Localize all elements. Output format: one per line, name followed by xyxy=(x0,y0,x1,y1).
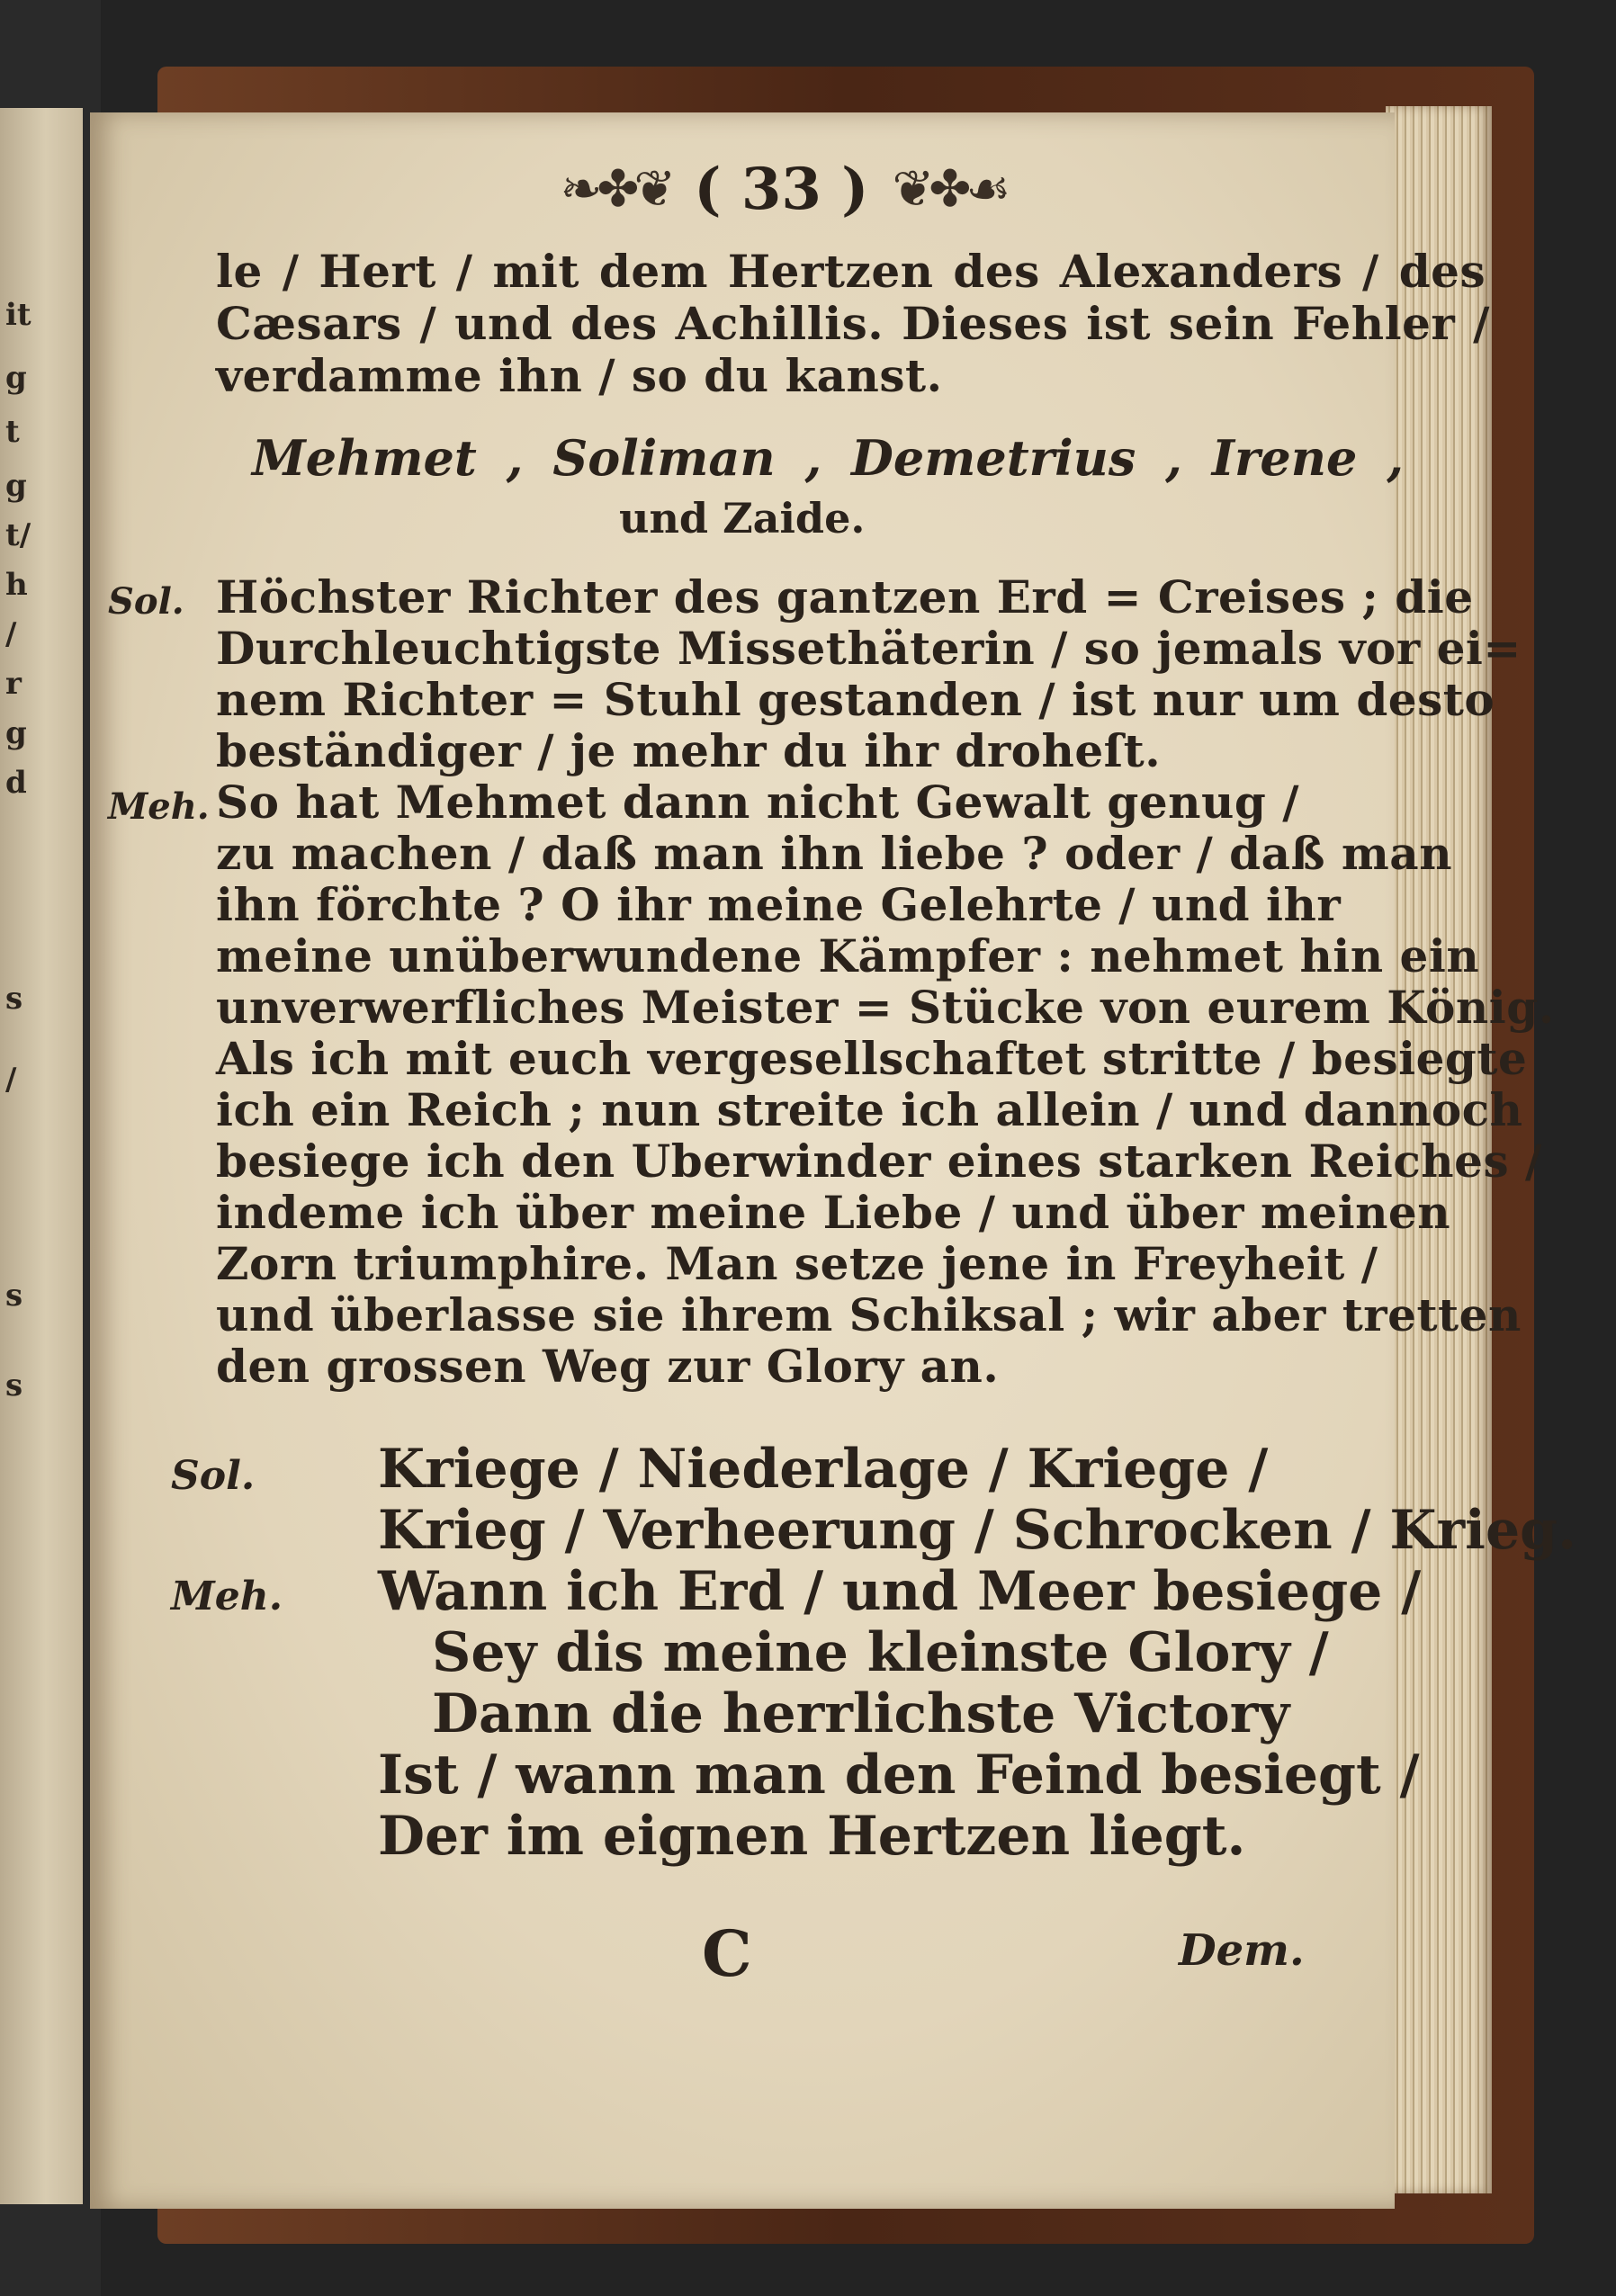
speaker-label: Sol. xyxy=(108,580,184,623)
speaker-label: Meh. xyxy=(108,785,210,828)
text-line: zu machen / daß man ihn liebe ? oder / daß man xyxy=(216,827,1453,880)
text-line: und überlasse sie ihrem Schiksal ; wir aber tretten xyxy=(216,1288,1522,1341)
text-line: verdamme ihn / so du kanst. xyxy=(216,349,943,402)
prev-page-fragment: h xyxy=(5,567,28,603)
prev-page-fragment: g xyxy=(5,715,27,751)
prev-page-fragment: it xyxy=(5,297,31,333)
text-line: Durchleuchtigste Missethäterin / so jemals vor ei= xyxy=(216,622,1522,675)
verse-line: Kriege / Niederlage / Kriege / xyxy=(378,1438,1269,1501)
text-line: ich ein Reich ; nun streite ich allein / und dannoch xyxy=(216,1083,1523,1136)
verse-line: Ist / wann man den Feind besiegt / xyxy=(378,1744,1420,1807)
text-line: meine unüberwundene Kämpfer : nehmet hin ein xyxy=(216,929,1480,982)
prev-page-fragment: r xyxy=(5,666,22,702)
cast-list-last: und Zaide. xyxy=(619,494,866,543)
text-line: unverwerfliches Meister = Stücke von eurem König. xyxy=(216,981,1555,1034)
prev-page-fragment: g xyxy=(5,468,27,504)
speaker-label: Meh. xyxy=(171,1574,283,1619)
page-header xyxy=(495,130,1071,247)
prev-page-fragment: s xyxy=(5,1368,23,1404)
prev-page-fragment: / xyxy=(5,1062,17,1098)
prev-page-fragment: / xyxy=(5,616,17,652)
text-line: beständiger / je mehr du ihr droheſt. xyxy=(216,724,1162,777)
prev-page-fragment: t/ xyxy=(5,517,31,553)
prev-page-fragment: g xyxy=(5,360,27,396)
verse-line: Wann ich Erd / und Meer besiege / xyxy=(378,1560,1422,1623)
prev-page-fragment: t xyxy=(5,414,20,450)
text-line: indeme ich über meine Liebe / und über meinen xyxy=(216,1186,1451,1239)
prev-page-fragment: s xyxy=(5,981,23,1017)
text-line: Höchster Richter des gantzen Erd = Creises ; die xyxy=(216,570,1474,623)
ornament-left-icon: ❧✤❦ xyxy=(560,159,671,219)
text-line: Cæsars / und des Achillis. Dieses ist sein Fehler / xyxy=(216,297,1490,350)
catchword: Dem. xyxy=(1179,1925,1305,1976)
text-line: ihn förchte ? O ihr meine Gelehrte / und ihr xyxy=(216,878,1342,931)
text-line: Als ich mit euch vergesellschaftet stritte / besiegte xyxy=(216,1032,1528,1085)
ornament-right-icon: ❦✤☙ xyxy=(892,159,1006,219)
verse-line: Sey dis meine kleinste Glory / xyxy=(432,1621,1329,1684)
verse-line: Dann die herrlichste Victory xyxy=(432,1682,1290,1745)
text-line: Zorn triumphire. Man setze jene in Freyheit / xyxy=(216,1237,1378,1290)
cast-list: Mehmet , Soliman , Demetrius , Irene , xyxy=(252,429,1404,487)
verse-line: Der im eignen Hertzen liegt. xyxy=(378,1805,1246,1868)
text-line: So hat Mehmet dann nicht Gewalt genug / xyxy=(216,776,1300,829)
signature-mark: C xyxy=(702,1916,752,1991)
verse-line: Krieg / Verheerung / Schrocken / Krieg. xyxy=(378,1499,1576,1562)
prev-page-fragment: d xyxy=(5,765,27,801)
book-page xyxy=(90,112,1576,2209)
speaker-label: Sol. xyxy=(171,1453,256,1499)
previous-page-edge xyxy=(0,108,83,2204)
text-line: besiege ich den Uberwinder eines starken Reiches / xyxy=(216,1135,1542,1188)
text-line: nem Richter = Stuhl gestanden / ist nur um desto xyxy=(216,673,1495,726)
page-number: ( 33 ) xyxy=(694,155,869,223)
prev-page-fragment: s xyxy=(5,1278,23,1314)
text-line: den grossen Weg zur Glory an. xyxy=(216,1340,1000,1393)
text-line: le / Hert / mit dem Hertzen des Alexanders / des xyxy=(216,245,1486,298)
